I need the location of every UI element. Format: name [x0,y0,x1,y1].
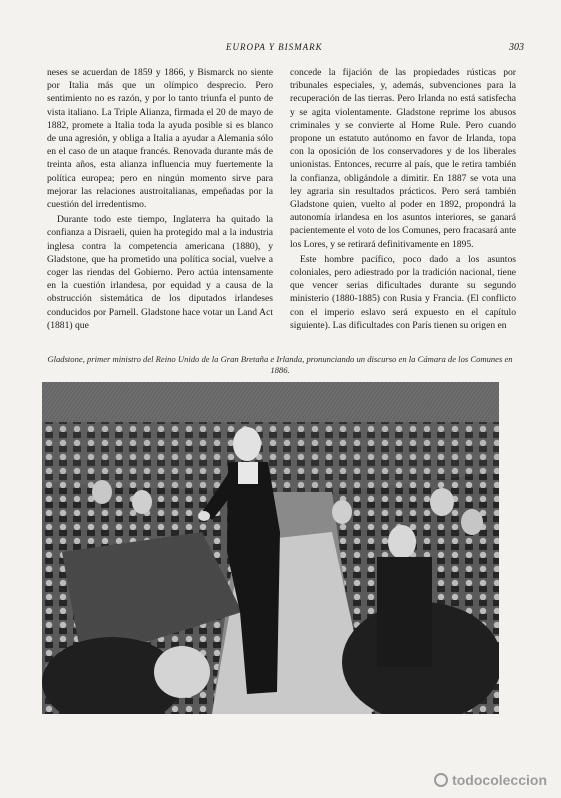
running-title: EUROPA Y BISMARK [226,42,323,52]
watermark-logo-icon [434,773,448,787]
watermark-text: todocoleccion [452,772,547,788]
figure-caption: Gladstone, primer ministro del Reino Unido de la Gran Bretaña e Irlanda, pronunciando un discurso en la Cámara de los Comunes en 1886. [47,354,513,375]
parliament-engraving [42,382,499,714]
left-paragraph-1: neses se acuerdan de 1859 y 1866, y Bismarck no siente por Italia más que un olímpico desprecio. Pero sentimiento no es razón, y por lo tanto triunfa el punto de vista italiano. La Triple Alianza, firmada el 20 de mayo de 1882, promete a Italia toda la ayuda posible si es blanco de una agresión, y obliga a Italia a ayudar a Alemania sólo en el caso de un ataque francés. Renovada durante más de treinta años, esta alianza influencia muy fuertemente la política europea; pero en ningún momento sirve para mejorar las relaciones austroitalianas, empeñadas por la cuestión del irredentismo. [47,67,273,211]
left-column [47,66,273,334]
engraving-illustration [42,382,499,714]
watermark [434,772,547,788]
page-number: 303 [509,42,524,53]
left-paragraph-2: Durante todo este tiempo, Inglaterra ha quitado la confianza a Disraeli, quien ha protegido mal a la industria inglesa contra la competencia americana (1880), y Gladstone, que ha prometido una política social, vuelve a coger las riendas del Gobierno. Pero actúa intensamente en la cuestión irlandesa, por equidad y a causa de la obstrucción sistemática de los diputados irlandeses conducidos por Parnell. Gladstone hace votar un Land Act (1881) que [47,214,273,331]
right-column [290,66,516,334]
right-paragraph-2: Este hombre pacífico, poco dado a los asuntos coloniales, pero adiestrado por la tradición nacional, tiene que vencer serias dificultades durante su segundo ministerio (1880-1885) con Rusia y Francia. (El conflicto con el imperio eslavo será expuesto en el capítulo siguiente). Las dificultades con París tienen su origen en [290,253,516,331]
right-paragraph-1: concede la fijación de las propiedades rústicas por tribunales especiales, y, además, subvenciones para la recuperación de las tierras. Pero Irlanda no está satisfecha y se agita violentamente. Gladstone reprime los abusos criminales y se convierte al Home Rule. Pero cuando propone un estatuto autónomo en favor de Irlanda, topa con la oposición de los conservadores y de los liberales unionistas. Entonces, recurre al país, que le retira también la confianza, obligándole a dimitir. En 1887 se vota una ley agraria sin resultados prácticos. Pero será también Gladstone quien, vuelto al poder en 1892, propondrá la autonomía irlandesa en los asuntos interiores, se ganará pacientemente el voto de los Comunes, pero fracasará ante los Lores, y se retirará definitivamente en 1895. [290,67,516,250]
